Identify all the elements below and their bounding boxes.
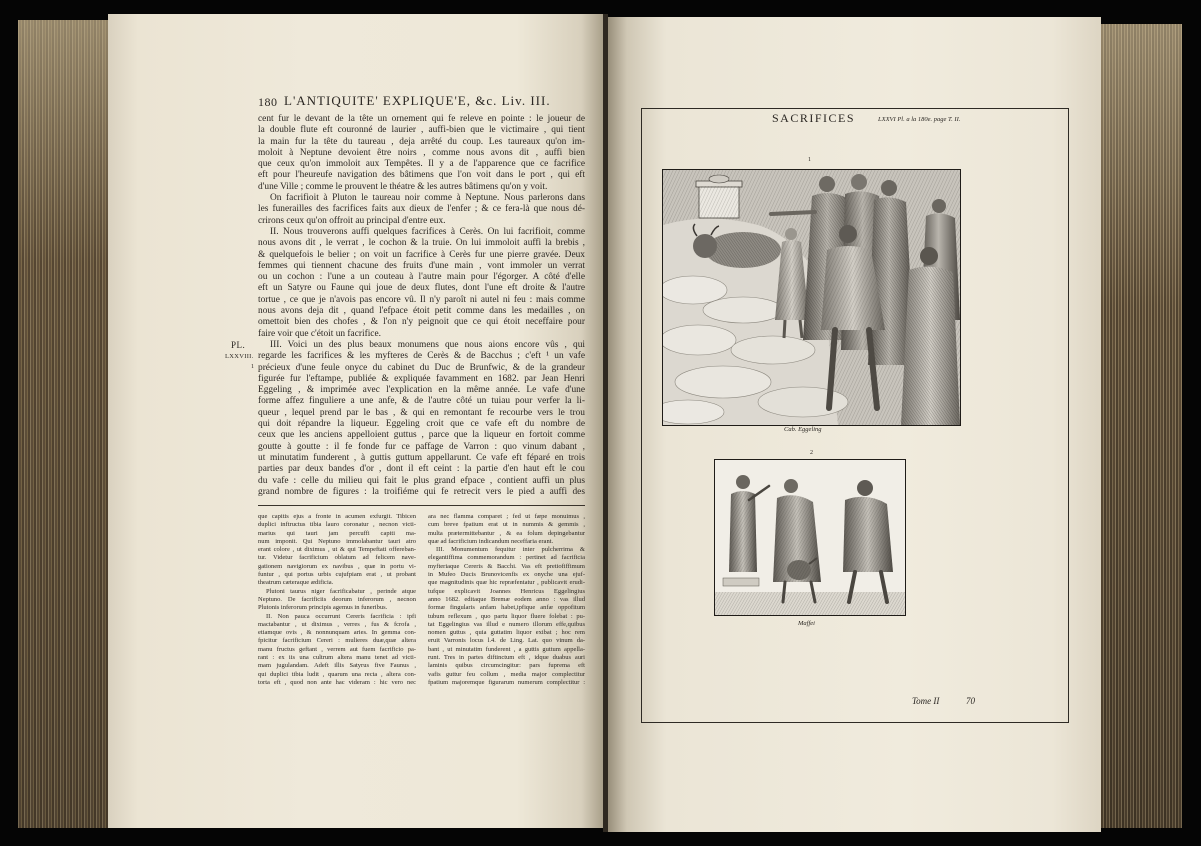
running-head: L'ANTIQUITE' EXPLIQUE'E, &c. Liv. III. <box>284 93 551 108</box>
body-line: eft pour l'heureufe navigation des bâtimens que l'on voit dans le port , qui eft <box>258 170 585 181</box>
body-paragraph <box>258 227 585 340</box>
footnote-line: laminis quibus circumcingitur: pars fuprema eft <box>428 662 585 670</box>
body-line: femmes qui tiennent chacune des fruits d'une main , vont immoler un verrat <box>258 260 585 271</box>
body-line: grand nombre de figures : la troifiéme qui fe retrecit vers le pied a auffi des <box>258 486 585 497</box>
body-line: d'une Ville ; comme le prouvent le théatre & les autres bâtimens qu'on y voit. <box>258 181 548 192</box>
engraving-2 <box>715 460 905 615</box>
body-line: omettoit bien des chofes , & l'on n'y peignoit que ce qui étoit neceffaire pour <box>258 317 585 328</box>
body-line: nous avons deja dit , quand l'efpace étoit petit comme dans les medailles , on <box>258 306 585 317</box>
body-line: & quelquefois le belier ; on voit un facrifice à Cerès fur une pierre gravée. Deux <box>258 249 585 260</box>
footnote-line: marius qui tauri jam percuffi capiti ma- <box>258 529 416 537</box>
body-line: les funerailles des facrifices faits aux dieux de l'enfer ; & ce fera-là que nous dé- <box>258 204 585 215</box>
engraving-2-image <box>715 460 905 615</box>
footnote-line: rant : ex iis una cultrum altera manu tenet ad victi- <box>258 654 416 662</box>
footnote-line: tur. Videtur facrificium oblatum ad felicem nave- <box>258 554 416 562</box>
footnote-line: tufque explicavit Joannes Henricus Eggelingius <box>428 587 585 595</box>
plate-title: SACRIFICES <box>772 111 856 125</box>
body-line: queur , lequel prend par le bas , & qui en remontant fe recourbe vers le trou <box>258 407 585 418</box>
book-gutter <box>603 14 608 832</box>
footnote-line: III. Monumentum fequitur inter pulcherrima & <box>436 546 585 554</box>
footnote-line: que magnitudinis quæ hic repræfentatur , publicavit erudi- <box>428 579 585 587</box>
footnote-line: nomen guttus , quia guttatim liquor exibat ; hoc rem <box>428 629 585 637</box>
footnote-column-2 <box>428 513 585 687</box>
figure-2-number: 2 <box>810 450 813 456</box>
footnote-line: erant colore , ut diximus , ut & qui Tempeftati offereban- <box>258 546 416 554</box>
body-line: ou un cochon : l'une a un couteau à l'autre main pour l'égorger. A côté d'elle <box>258 272 585 283</box>
body-line: Eggeling , & imprimée avec l'explication en la même année. Le vafe d'une <box>258 385 585 396</box>
footnote-line: mactabantur , ut diximus , verres , fus & fcrofa , <box>258 620 416 628</box>
footnote-line: formæ fingularis anfam habet,ipfique anfæ oppofitum <box>428 604 585 612</box>
body-line: précieux d'une feule onyce du cabinet du Duc de Brunfwic, & de la grandeur <box>258 362 585 373</box>
footnote-line: anno 1682. editaque Bremæ eodem anno : vas illud <box>428 595 585 603</box>
volume-label: Tome II <box>912 696 940 706</box>
body-line: la double flute eft couronné de laurier , auffi-bien que le victimaire , qui tient <box>258 125 585 136</box>
footnote-line: cum breve fpatium erat ut in nummis & gemmis , <box>428 521 585 529</box>
footnote-line: runt. Tres in partes diftinctum eft , idque duabus auri <box>428 654 585 662</box>
footnote-paragraph <box>428 513 585 546</box>
footnote-line: funtur , qui portus urbis cujufpiam erat , ut probant <box>258 571 416 579</box>
footnote-line: manu fructus geftant , verrem aut fuem facrificio pa- <box>258 645 416 653</box>
footnote-line: ara nec flamma comparet ; fed ut fæpe monuimus , <box>428 513 585 520</box>
body-paragraph <box>258 193 585 227</box>
body-line: eft un Satyre ou Faune qui joue de deux flutes, dont l'une eft droite & l'autre <box>258 283 585 294</box>
body-line: nous avons dit , le verrat , le cochon & la truie. On lui immoloit auffi la brebis , <box>258 238 585 249</box>
footnote-line: mam jugulandam. Adeft illis Satyrus five Faunus , <box>258 662 416 670</box>
body-line: goutte à goutte : il fe fonde fur ce paffage de Varron : quo vinum dabant , <box>258 441 585 452</box>
body-line: crirons ceux qu'on offroit au principal d'entre eux. <box>258 215 446 226</box>
footnote-line: que capitis ejus a fronte in acumen exfurgit. Tibicen <box>258 513 416 520</box>
body-line: du vafe : celle du milieu qui fait le plus grand efpace , contient auffi un plus <box>258 475 585 486</box>
footnote-line: tubum reflexum , quo partu liquor fluere folebat : pu- <box>428 612 585 620</box>
body-line: III. Voici un des plus beaux monumens que nous aions encore vûs , qui <box>270 339 585 350</box>
footnote-paragraph <box>258 588 416 613</box>
footnote-line: duplici inftructus tibia lauro coronatur , necnon victi- <box>258 521 416 529</box>
body-line: ut minutatim funderent , à guttis guttum appellarunt. Ce vafe eft féparé en trois <box>258 452 585 463</box>
body-line: qui doit répandre la liqueur. Eggeling croit que ce vafe eft du nombre de <box>258 419 585 430</box>
footnote-line: Plutonis inferorum principis agemus in funeribus. <box>258 604 388 612</box>
footnote-line: torta eft , quod non ante hac videram : hic vero nec <box>258 678 416 686</box>
left-page-stack <box>18 20 110 828</box>
margin-note-plate-number: LXXVIII. <box>225 353 254 360</box>
footnote-line: num imponit. Qui Neptuno immolabantur tauri atro <box>258 537 416 545</box>
body-line: On facrifioit à Pluton le taureau noir comme à Neptune. Nous parlerons dans <box>270 193 585 204</box>
footnote-line: qui duplici tibia ludit , quarum una recta , altera con- <box>258 670 416 678</box>
body-line: la main fur la tête du taureau , deja arrêté du coup. Les taureaux qu'on im- <box>258 136 585 147</box>
footnote-line: gationem navigiorum ex navibus , quæ in portu vi- <box>258 562 416 570</box>
footnote-line: multa prætermittebantur , & ea folum depingebantur <box>428 529 585 537</box>
footnote-paragraph <box>428 546 585 687</box>
body-line: forme affez finguliere a une anfe, & de l'autre côté un tuiau pour verfer la li- <box>258 396 585 407</box>
body-text <box>258 114 585 498</box>
footnote-rule <box>258 505 585 506</box>
footnote-line: vafis guttur feu collum , media major complectitur <box>428 670 585 678</box>
right-page-stack <box>1100 24 1182 828</box>
body-line: cent fur le devant de la tête un ornement qui fe releve en pointe : le joueur de <box>258 114 585 124</box>
footnote-line: fpicitur facrificium Cereri : mulieres duæ,quæ altera <box>258 637 416 645</box>
figure-1-number: 1 <box>808 157 811 163</box>
engraving-1-image <box>663 170 960 425</box>
footnote-paragraph <box>258 613 416 688</box>
body-line: II. Nous trouverons auffi quelques facrifices à Cerès. On lui facrifioit, comme <box>270 226 585 237</box>
footnote-line: myfteriaque Cereris & Bacchi. Vas eft pretiofiffimum <box>428 562 585 570</box>
footnote-line: eruit Varronis locus l.4. de Ling. Lat. quo vinum da- <box>428 637 585 645</box>
margin-note-plate: PL. <box>231 340 246 350</box>
figure-1-caption: Cab. Eggeling <box>784 426 822 433</box>
body-line: parties par deux bandes d'or , dont il eft ceint : la partie d'en haut eft le cou <box>258 464 585 475</box>
footnote-line: elegantiffima commemorandum : pertinet ad facrificia <box>428 554 585 562</box>
body-line: que ceux qu'on immoloit aux Tempêtes. Il y a de l'apparence que ce facrifice <box>258 159 585 170</box>
footnote-marker: 1 <box>251 364 254 370</box>
footnote-line: Neptuno. De facrificiis deorum inferorum , necnon <box>258 595 416 603</box>
page-number: 180 <box>258 95 278 109</box>
footnote-line: fpatium majoremque figurarum numerum complectitur : <box>428 678 585 686</box>
engraving-1 <box>663 170 960 425</box>
body-paragraph <box>258 114 585 193</box>
body-line: faire voir que c'étoit un facrifice. <box>258 328 381 339</box>
body-line: tortue , ce que je n'avois pas encore vû. Il n'y paroît ni autel ni feu : mais comme <box>258 294 585 305</box>
figure-2-caption: Maffei <box>798 620 815 627</box>
footnote-line: in Mufeo Ducis Brunovicenfis ex onyche una ejuf- <box>428 571 585 579</box>
body-line: ceux que les anciens appelloient guttus , parce que la liqueur en fortoit comme <box>258 430 585 441</box>
flute-player-figure <box>901 247 960 425</box>
footnote-line: etiamque ovis , & nonnunquam aries. In gemma con- <box>258 629 416 637</box>
pedestal <box>723 578 759 586</box>
body-paragraph <box>258 340 585 498</box>
footnote-column-1 <box>258 513 416 687</box>
body-line: moloit à Neptune devoient être noirs , comme nous avons dit , auffi bien <box>258 147 585 158</box>
footnote-line: Plutoni taurus niger facrificabatur , perinde atque <box>266 587 416 595</box>
footnote-line: tat Eggelingius vas illud e numero illorum effe,quibus <box>428 620 585 628</box>
body-line: figurée fur l'eftampe, publiée & expliquée favamment en 1682. par Jean Henri <box>258 373 585 384</box>
footnote-line: quæ ad facrificium indicandum neceffaria erant. <box>428 537 554 545</box>
plate-reference: LXXVI Pl. a la 180e. page T. II. <box>878 116 961 123</box>
body-line: regarde les facrifices & les myfteres de Cerès & de Bacchus ; c'eft ¹ un vafe <box>258 351 585 362</box>
plate-number: 70 <box>966 696 975 706</box>
footnote-line: bant , ut minutatim funderent , a guttis guttum appella- <box>428 645 585 653</box>
footnote-line: theatrum cæteraque ædificia. <box>258 579 334 587</box>
footnote-line: II. Non pauca occurrunt Cereris facrificia : ipfi <box>266 612 416 620</box>
footnote-paragraph <box>258 513 416 588</box>
altar <box>696 175 742 218</box>
